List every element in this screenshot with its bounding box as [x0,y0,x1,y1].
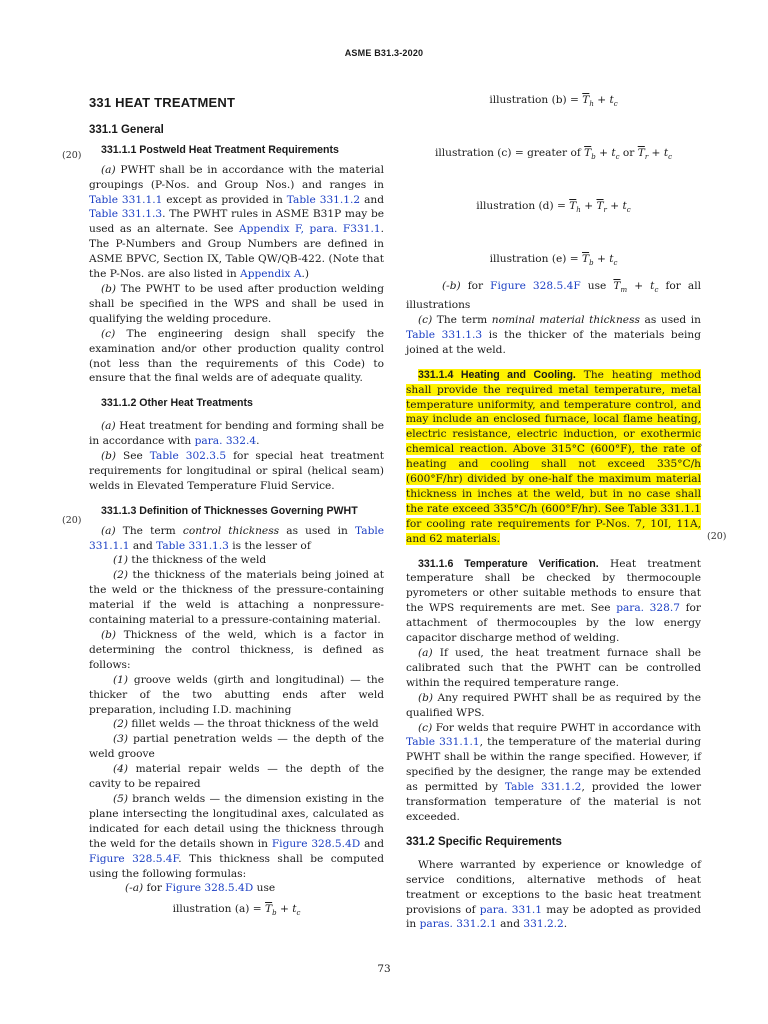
table-link[interactable]: Table 302.3.5 [149,450,227,463]
appendix-link[interactable]: Appendix A [240,268,302,281]
running-header: ASME B31.3-2020 [344,48,424,58]
paragraph: (b) Thickness of the weld, which is a factor in determining the control thickness, is defined as follows: [89,629,384,671]
table-link[interactable]: Table 331.1.3 [89,208,163,221]
revision-mark: (20) [707,531,727,542]
left-column [89,96,384,921]
table-link[interactable]: Table 331.1.3 [156,539,229,552]
list-item: (2) the thickness of the materials being joined at the weld or the thickness of the pressure-containing material if the weld is attaching a nonpressure-containing material to a pressure-containing material. [89,569,384,627]
para-heading: 331.1.6 Temperature Verification. [418,557,599,570]
list-item: (5) branch welds — the dimension existing in the plane intersecting the longitudinal axes, calculated as indicated for each detail using the thickness through the weld for the details shown in Figure 328.5.4D and Figure 328.5.4F. This thickness shall be computed using the following formulas: [89,792,384,880]
list-item: (-b) for Figure 328.5.4F use $\overline{T}_m + t_c$ for all illustrations [406,280,701,312]
subsection-heading: 331.2 Specific Requirements [406,835,562,848]
paragraph: (a) PWHT shall be in accordance with the material groupings (P-Nos. and Group Nos.) and ranges in Table 331.1.1 except as provided in Table 331.1.2 and Table 331.1.3. The PWHT rules in ASME B31P may be used as an alternate. See Appendix F, para. F331.1. The P-Numbers and Group Numbers are defined in ASME BPVC, Section IX, Table QW/QB-422. (Note that the P-Nos. are also listed in Appendix A.) [89,163,384,281]
paragraph: (b) See Table 302.3.5 for special heat treatment requirements for longitudinal or spiral (helical seam) welds in Elevated Temperature Fluid Service. [89,450,385,492]
page-number: 73 [377,963,391,975]
para-link[interactable]: para. 331.1 [479,903,543,916]
revision-mark: (20) [62,150,82,161]
list-item: (1) the thickness of the weld [113,554,267,567]
para-link[interactable]: 331.2.2 [523,918,564,931]
subsection-heading: 331.1 General [89,123,164,136]
para-heading: 331.1.4 Heating and Cooling. [418,368,576,381]
para-link[interactable]: paras. 331.2.1 [419,918,497,931]
formula: illustration $(a) = \overline{T}_b + t_c$ [172,903,301,918]
list-item: (2) fillet welds — the throat thickness of the weld [113,718,379,731]
formula: illustration (c) = greater of $\overline{T}_b + t_c$ or $\overline{T}_r + t_c$ [434,147,672,162]
table-link[interactable]: Table 331.1.1 [406,736,480,749]
paragraph: Where warranted by experience or knowledge of service conditions, alternative methods of heat treatment or exceptions to the basic heat treatment provisions of para. 331.1 may be adopted as provided in paras. 331.2.1 and 331.2.2. [406,858,702,931]
figure-link[interactable]: Figure 328.5.4F [89,852,179,865]
table-link[interactable]: Table 331.1.1 [89,524,385,552]
paragraph: (c) The term nominal material thickness as used in Table 331.1.3 is the thicker of the materials being joined at the weld. [406,313,701,356]
paragraph: (b) The PWHT to be used after production welding shall be specified in the WPS and shall be used in qualifying the welding procedure. [89,282,385,325]
paragraph: (a) If used, the heat treatment furnace shall be calibrated such that the PWHT can be controlled within the required temperature range. [406,647,701,689]
table-link[interactable]: Table 331.1.1 [89,193,163,206]
paragraph: (b) Any required PWHT shall be as required by the qualified WPS. [406,691,701,719]
highlighted-paragraph: 331.1.4 Heating and Cooling. The heating method shall provide the required metal temperature, metal temperature uniformity, and temperature control, and may include an enclosed furnace, local flame heating, electric resistance, electric induction, or exothermic chemical reaction. Above 315°C (600°F), the rate of heating and cooling shall not exceed 335°C/h (600°F/hr) divided by one-half the maximum material thickness in inches at the weld, but in no case shall the rate exceed 335°C/h (600°F/hr). See Table 331.1.1 for cooling rate requirements for P-Nos. 7, 10I, 11A, and 62 materials. [406,368,701,545]
list-item: (1) groove welds (girth and longitudinal) — the thicker of the two abutting ends after weld preparation, including I.D. machining [89,673,384,716]
paragraph: (c) The engineering design shall specify the examination and/or other production quality control (not less than the requirements of this Code) to ensure that the final welds are of adequate quality. [89,327,384,385]
appendix-link[interactable]: Appendix F, para. F331.1 [238,223,381,236]
table-link[interactable]: Table 331.1.3 [406,328,483,341]
paragraph: 331.1.6 Temperature Verification. Heat treatment temperature shall be checked by thermocouple pyrometers or other suitable methods to ensure that the WPS requirements are met. See para. 328.7 for attachment of thermocouples by the low energy capacitor discharge method of welding. [406,557,701,645]
figure-link[interactable]: Figure 328.5.4F [490,280,581,293]
figure-link[interactable]: Figure 328.5.4D [271,837,361,850]
formula: illustration $(b) = \overline{T}_h + t_c$ [489,94,618,109]
para-heading: 331.1.2 Other Heat Treatments [101,397,253,410]
paragraph: (a) Heat treatment for bending and forming shall be in accordance with para. 332.4. [89,420,384,448]
right-column [406,93,701,932]
list-item: (3) partial penetration welds — the depth of the weld groove [89,733,385,761]
paragraph: (a) The term control thickness as used in Table 331.1.1 and Table 331.1.3 is the lesser of [89,524,385,552]
figure-link[interactable]: Figure 328.5.4D [165,882,254,895]
list-item: (-a) for Figure 328.5.4D use [125,882,276,895]
para-heading: 331.1.3 Definition of Thicknesses Governing PWHT [101,504,358,517]
section-heading: 331 HEAT TREATMENT [89,95,236,110]
paragraph: (c) For welds that require PWHT in accordance with Table 331.1.1, the temperature of the material during PWHT shall be within the range specified. However, if specified by the designer, the range may be extended as permitted by Table 331.1.2, provided the lower transformation temperature of the material is not exceeded. [406,721,702,823]
revision-mark: (20) [62,515,82,526]
para-heading: 331.1.1 Postweld Heat Treatment Requirements [101,143,339,156]
table-link[interactable]: Table 331.1.2 [504,781,582,794]
para-link[interactable]: para. 332.4 [194,435,257,448]
para-link[interactable]: para. 328.7 [616,602,680,615]
formula: illustration $(e) = \overline{T}_b + t_c$ [489,253,618,268]
formula: illustration $(d) = \overline{T}_h + \overline{T}_r + t_c$ [476,200,631,215]
table-link[interactable]: Table 331.1.2 [286,193,361,206]
list-item: (4) material repair welds — the depth of the cavity to be repaired [89,763,384,791]
